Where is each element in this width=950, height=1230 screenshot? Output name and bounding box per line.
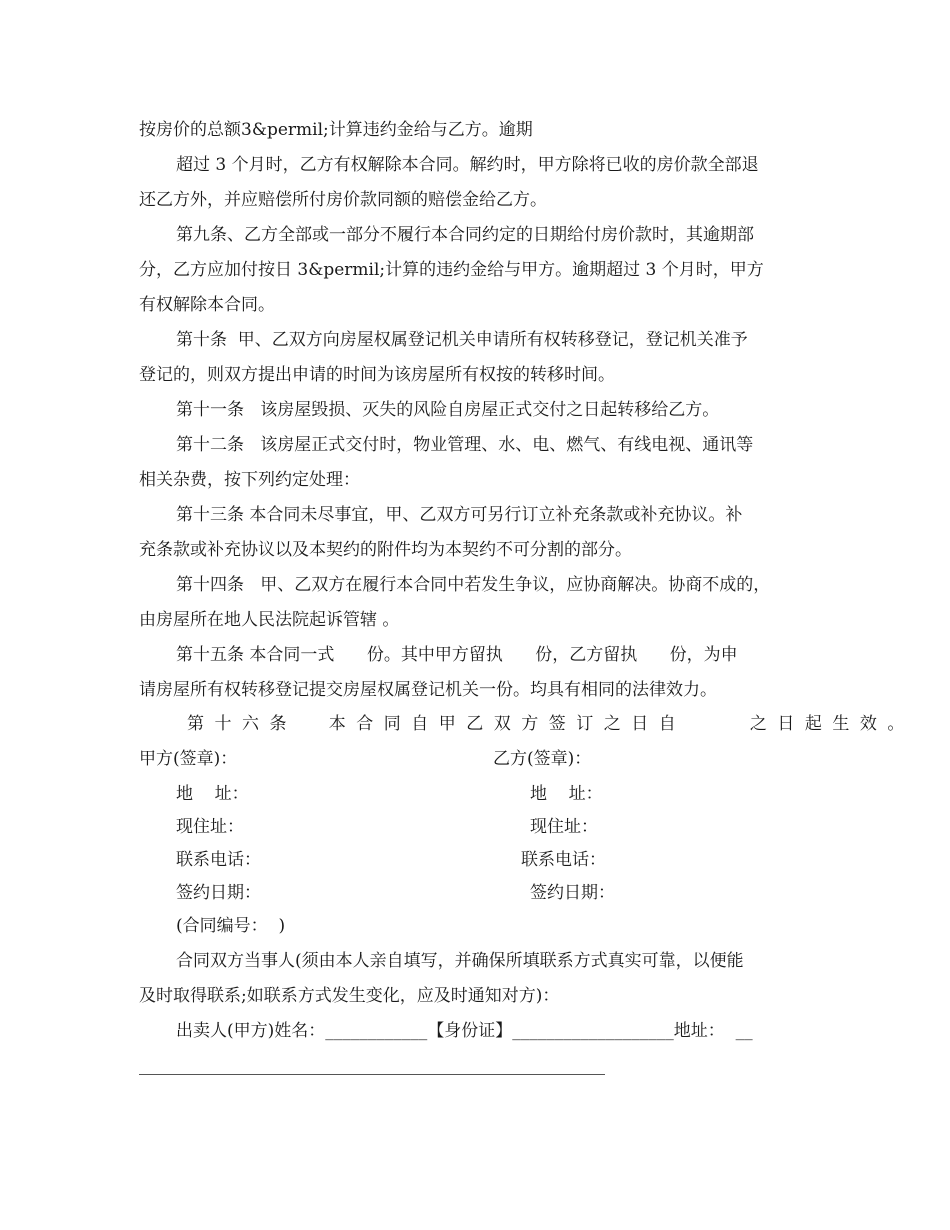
contract-number: (合同编号： ): [176, 916, 286, 936]
body-line: 请房屋所有权转移登记提交房屋权属登记机关一份。均具有相同的法律效力。: [139, 680, 717, 700]
clause-9: 第九条、乙方全部或一部分不履行本合同约定的日期给付房价款时，其逾期部: [176, 225, 754, 245]
clause-15: 第十五条 本合同一式 份。其中甲方留执 份，乙方留执 份，为申: [176, 645, 738, 665]
party-a-phone-label: 联系电话：: [176, 850, 261, 870]
party-b-address-label: 地 址：: [530, 784, 603, 804]
party-b-current-address-label: 现住址：: [530, 817, 598, 837]
clause-16: 第十六条 本合同自甲乙双方签订之日自 之日起生效。: [187, 714, 915, 734]
clause-11: 第十一条 该房屋毁损、灭失的风险自房屋正式交付之日起转移给乙方。: [176, 400, 720, 420]
clause-13: 第十三条 本合同未尽事宜，甲、乙双方可另行订立补充条款或补充协议。补: [176, 505, 743, 525]
party-b-phone-label: 联系电话：: [521, 850, 606, 870]
body-line: 分，乙方应加付按日 3&permil;计算的违约金给与甲方。逾期超过 3 个月时，甲方: [139, 260, 764, 280]
party-a-date-label: 签约日期：: [176, 883, 261, 903]
party-a-current-address-label: 现住址：: [176, 817, 244, 837]
body-line: 登记的，则双方提出申请的时间为该房屋所有权按的转移时间。: [139, 365, 615, 385]
blank-fill-line: [139, 1074, 605, 1075]
clause-10: 第十条 甲、乙双方向房屋权属登记机关申请所有权转移登记，登记机关准予: [176, 330, 748, 350]
clause-12: 第十二条 该房屋正式交付时，物业管理、水、电、燃气、有线电视、通讯等: [176, 435, 754, 455]
clause-14: 第十四条 甲、乙双方在履行本合同中若发生争议，应协商解决。协商不成的，: [176, 575, 771, 595]
body-line: 超过 3 个月时，乙方有权解除本合同。解约时，甲方除将已收的房价款全部退: [176, 155, 759, 175]
body-line: 有权解除本合同。: [139, 295, 275, 315]
party-a-sign-label: 甲方(签章)：: [139, 749, 238, 769]
party-b-sign-label: 乙方(签章)：: [493, 749, 592, 769]
body-line: 相关杂费，按下列约定处理：: [139, 470, 360, 490]
body-line: 按房价的总额3&permil;计算违约金给与乙方。逾期: [139, 120, 533, 140]
seller-info-line: 出卖人(甲方)姓名：____________【身份证】___________________地址： __: [176, 1021, 753, 1041]
party-b-date-label: 签约日期：: [530, 883, 615, 903]
parties-note: 及时取得联系;如联系方式发生变化，应及时通知对方)：: [139, 986, 560, 1006]
body-line: 充条款或补充协议以及本契约的附件均为本契约不可分割的部分。: [139, 540, 632, 560]
parties-note: 合同双方当事人(须由本人亲自填写，并确保所填联系方式真实可靠，以便能: [176, 951, 744, 971]
body-line: 由房屋所在地人民法院起诉管辖 。: [139, 610, 400, 630]
body-line: 还乙方外，并应赔偿所付房价款同额的赔偿金给乙方。: [139, 190, 547, 210]
party-a-address-label: 地 址：: [176, 784, 249, 804]
